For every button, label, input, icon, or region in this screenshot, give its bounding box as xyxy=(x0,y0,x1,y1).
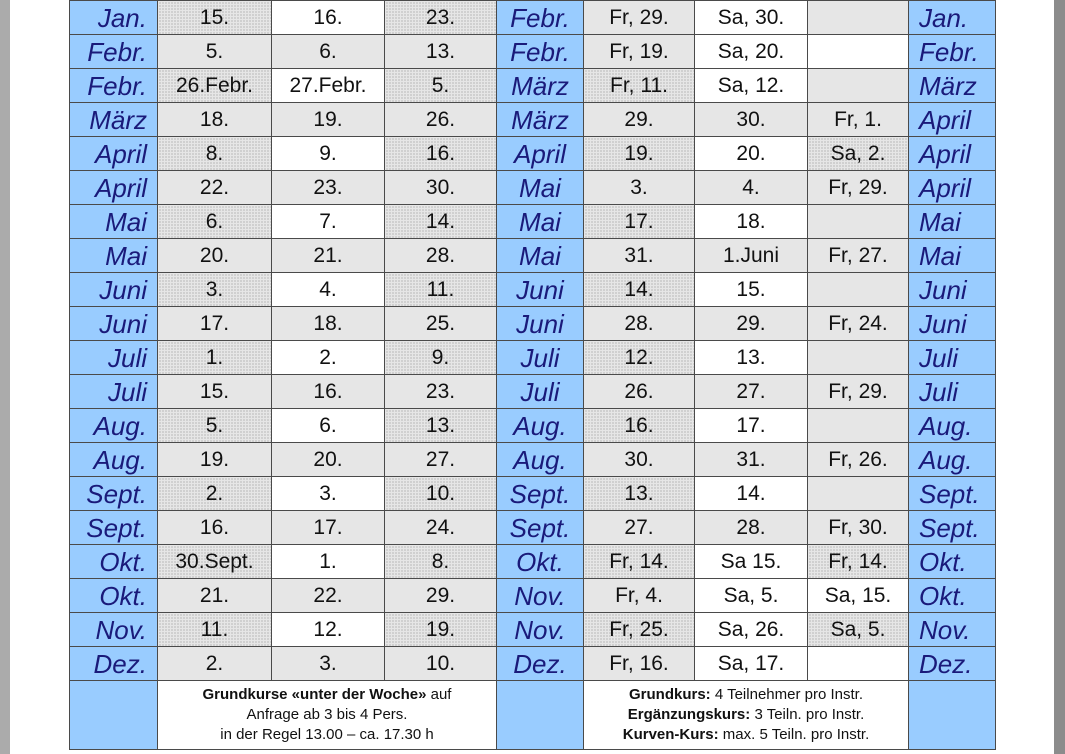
calendar-row xyxy=(70,307,996,341)
month-label-mid: Juli xyxy=(497,341,584,375)
month-label-mid: Okt. xyxy=(497,545,584,579)
date-cell: 13. xyxy=(584,477,695,511)
date-cell: 20. xyxy=(695,137,808,171)
viewer-scroll-shade xyxy=(1054,0,1065,754)
month-label-right: Mai xyxy=(909,239,996,273)
calendar-row xyxy=(70,69,996,103)
calendar-row xyxy=(70,35,996,69)
date-cell: 19. xyxy=(385,613,497,647)
month-label-left: Dez. xyxy=(70,647,158,681)
calendar-row xyxy=(70,545,996,579)
date-cell: 29. xyxy=(695,307,808,341)
date-cell: 19. xyxy=(158,443,272,477)
date-cell: Sa, 20. xyxy=(695,35,808,69)
date-cell: 17. xyxy=(158,307,272,341)
date-cell: 17. xyxy=(695,409,808,443)
date-cell: Fr, 4. xyxy=(584,579,695,613)
date-cell: 26. xyxy=(385,103,497,137)
month-label-left: Febr. xyxy=(70,69,158,103)
date-cell: Fr, 29. xyxy=(808,171,909,205)
date-cell: Sa, 12. xyxy=(695,69,808,103)
date-cell: 25. xyxy=(385,307,497,341)
calendar-row xyxy=(70,205,996,239)
month-label-left: Sept. xyxy=(70,511,158,545)
note-right-line2-rest: 3 Teiln. pro Instr. xyxy=(750,706,865,723)
month-label-mid: März xyxy=(497,69,584,103)
month-label-right: April xyxy=(909,103,996,137)
month-label-mid: Aug. xyxy=(497,443,584,477)
date-cell: 20. xyxy=(158,239,272,273)
date-cell: 12. xyxy=(272,613,385,647)
month-label-mid: Nov. xyxy=(497,579,584,613)
month-label-right: Aug. xyxy=(909,409,996,443)
month-label-mid: Febr. xyxy=(497,35,584,69)
date-cell: 27. xyxy=(584,511,695,545)
date-cell: Fr, 11. xyxy=(584,69,695,103)
date-cell: 16. xyxy=(584,409,695,443)
month-label-mid: Dez. xyxy=(497,647,584,681)
calendar-row xyxy=(70,137,996,171)
date-cell: 10. xyxy=(385,477,497,511)
date-cell: 15. xyxy=(695,273,808,307)
month-label-right: März xyxy=(909,69,996,103)
month-label-right: Dez. xyxy=(909,647,996,681)
month-label-right: Juli xyxy=(909,341,996,375)
date-cell: 28. xyxy=(695,511,808,545)
month-label-mid: Mai xyxy=(497,239,584,273)
date-cell: 16. xyxy=(158,511,272,545)
calendar-row xyxy=(70,273,996,307)
date-cell: 1. xyxy=(158,341,272,375)
note-left-line2: Anfrage ab 3 bis 4 Pers. xyxy=(246,706,408,723)
month-label-left: Mai xyxy=(70,239,158,273)
date-cell: 19. xyxy=(272,103,385,137)
date-cell: Fr, 27. xyxy=(808,239,909,273)
date-cell: 4. xyxy=(272,273,385,307)
month-label-left: Okt. xyxy=(70,579,158,613)
month-label-right: Juni xyxy=(909,307,996,341)
date-cell: 3. xyxy=(272,647,385,681)
date-cell: 28. xyxy=(584,307,695,341)
note-right-line1-bold: Grundkurs: xyxy=(629,686,711,703)
month-label-left: Nov. xyxy=(70,613,158,647)
date-cell: Sa 15. xyxy=(695,545,808,579)
calendar-row xyxy=(70,409,996,443)
date-cell: 16. xyxy=(385,137,497,171)
date-cell: 3. xyxy=(158,273,272,307)
month-label-mid: März xyxy=(497,103,584,137)
notes-spacer-mid xyxy=(497,681,584,750)
calendar-row xyxy=(70,511,996,545)
month-label-mid: Juni xyxy=(497,307,584,341)
month-label-left: Mai xyxy=(70,205,158,239)
note-left-line3: in der Regel 13.00 – ca. 17.30 h xyxy=(220,726,434,743)
notes-spacer-left xyxy=(70,681,158,750)
month-label-right: Nov. xyxy=(909,613,996,647)
date-cell: 5. xyxy=(158,35,272,69)
date-cell: 21. xyxy=(272,239,385,273)
month-label-right: April xyxy=(909,137,996,171)
date-cell: Sa, 15. xyxy=(808,579,909,613)
month-label-left: Juli xyxy=(70,375,158,409)
date-cell: 28. xyxy=(385,239,497,273)
month-label-right: Febr. xyxy=(909,35,996,69)
date-cell: 1. xyxy=(272,545,385,579)
date-cell: 17. xyxy=(272,511,385,545)
date-cell: 18. xyxy=(158,103,272,137)
date-cell xyxy=(808,341,909,375)
month-label-right: Sept. xyxy=(909,511,996,545)
date-cell: Fr, 24. xyxy=(808,307,909,341)
date-cell: 6. xyxy=(272,409,385,443)
date-cell: 6. xyxy=(158,205,272,239)
month-label-left: Juni xyxy=(70,307,158,341)
date-cell: Sa, 5. xyxy=(695,579,808,613)
month-label-right: Sept. xyxy=(909,477,996,511)
date-cell: 24. xyxy=(385,511,497,545)
date-cell: 9. xyxy=(385,341,497,375)
month-label-right: Okt. xyxy=(909,545,996,579)
date-cell: 30. xyxy=(584,443,695,477)
date-cell: 27. xyxy=(385,443,497,477)
month-label-left: April xyxy=(70,171,158,205)
date-cell xyxy=(808,69,909,103)
date-cell: 26.Febr. xyxy=(158,69,272,103)
date-cell xyxy=(808,273,909,307)
calendar-row xyxy=(70,647,996,681)
date-cell: Sa, 30. xyxy=(695,1,808,35)
date-cell: Sa, 2. xyxy=(808,137,909,171)
calendar-row xyxy=(70,341,996,375)
date-cell xyxy=(808,409,909,443)
date-cell: 23. xyxy=(272,171,385,205)
date-cell: Fr, 26. xyxy=(808,443,909,477)
date-cell: 8. xyxy=(158,137,272,171)
date-cell: 8. xyxy=(385,545,497,579)
month-label-right: Mai xyxy=(909,205,996,239)
date-cell: 31. xyxy=(584,239,695,273)
calendar-row xyxy=(70,613,996,647)
date-cell: 3. xyxy=(584,171,695,205)
date-cell: 1.Juni xyxy=(695,239,808,273)
calendar-row xyxy=(70,477,996,511)
date-cell: Fr, 1. xyxy=(808,103,909,137)
month-label-left: Jan. xyxy=(70,1,158,35)
date-cell: 23. xyxy=(385,375,497,409)
date-cell: 13. xyxy=(385,409,497,443)
date-cell: 18. xyxy=(695,205,808,239)
calendar-row xyxy=(70,103,996,137)
date-cell xyxy=(808,477,909,511)
calendar-row xyxy=(70,171,996,205)
date-cell: 10. xyxy=(385,647,497,681)
note-left-line1-rest: auf xyxy=(426,686,452,703)
date-cell: 6. xyxy=(272,35,385,69)
date-cell: 16. xyxy=(272,375,385,409)
date-cell: 2. xyxy=(272,341,385,375)
date-cell: 16. xyxy=(272,1,385,35)
month-label-right: April xyxy=(909,171,996,205)
note-right-line3-bold: Kurven-Kurs: xyxy=(622,726,719,743)
date-cell: 13. xyxy=(385,35,497,69)
date-cell: 5. xyxy=(385,69,497,103)
date-cell: Fr, 29. xyxy=(584,1,695,35)
month-label-left: Juni xyxy=(70,273,158,307)
weekday-courses-note xyxy=(158,681,497,750)
month-label-left: Sept. xyxy=(70,477,158,511)
month-label-left: Juli xyxy=(70,341,158,375)
calendar-row xyxy=(70,375,996,409)
date-cell: Fr, 16. xyxy=(584,647,695,681)
date-cell: 14. xyxy=(695,477,808,511)
date-cell: Fr, 14. xyxy=(584,545,695,579)
date-cell: 2. xyxy=(158,647,272,681)
date-cell: 30. xyxy=(695,103,808,137)
date-cell: 30. xyxy=(385,171,497,205)
date-cell: 15. xyxy=(158,375,272,409)
date-cell: 22. xyxy=(272,579,385,613)
month-label-right: Okt. xyxy=(909,579,996,613)
date-cell: 7. xyxy=(272,205,385,239)
calendar-row xyxy=(70,443,996,477)
month-label-right: Aug. xyxy=(909,443,996,477)
month-label-left: Febr. xyxy=(70,35,158,69)
date-cell: 11. xyxy=(158,613,272,647)
date-cell: 19. xyxy=(584,137,695,171)
calendar-row xyxy=(70,1,996,35)
date-cell: 26. xyxy=(584,375,695,409)
calendar-row xyxy=(70,239,996,273)
date-cell: Fr, 14. xyxy=(808,545,909,579)
date-cell: 27.Febr. xyxy=(272,69,385,103)
month-label-left: April xyxy=(70,137,158,171)
month-label-mid: Nov. xyxy=(497,613,584,647)
date-cell: Fr, 19. xyxy=(584,35,695,69)
date-cell: Sa, 17. xyxy=(695,647,808,681)
date-cell: 14. xyxy=(385,205,497,239)
month-label-mid: Aug. xyxy=(497,409,584,443)
note-left-line1-bold: Grundkurse «unter der Woche» xyxy=(202,686,427,703)
date-cell: 12. xyxy=(584,341,695,375)
date-cell: 5. xyxy=(158,409,272,443)
date-cell: 3. xyxy=(272,477,385,511)
note-right-line2-bold: Ergänzungskurs: xyxy=(627,706,751,723)
date-cell: Fr, 25. xyxy=(584,613,695,647)
month-label-right: Jan. xyxy=(909,1,996,35)
date-cell: 9. xyxy=(272,137,385,171)
date-cell: 17. xyxy=(584,205,695,239)
month-label-mid: Febr. xyxy=(497,1,584,35)
month-label-mid: Sept. xyxy=(497,511,584,545)
course-calendar-table xyxy=(69,0,996,750)
month-label-mid: Sept. xyxy=(497,477,584,511)
date-cell: 29. xyxy=(385,579,497,613)
calendar-body xyxy=(70,1,996,681)
month-label-left: März xyxy=(70,103,158,137)
month-label-right: Juli xyxy=(909,375,996,409)
date-cell: 2. xyxy=(158,477,272,511)
date-cell: 22. xyxy=(158,171,272,205)
date-cell: 27. xyxy=(695,375,808,409)
note-right-line1-rest: 4 Teilnehmer pro Instr. xyxy=(710,686,863,703)
date-cell: Fr, 30. xyxy=(808,511,909,545)
notes-spacer-right xyxy=(909,681,996,750)
calendar-row xyxy=(70,579,996,613)
month-label-mid: April xyxy=(497,137,584,171)
date-cell: Fr, 29. xyxy=(808,375,909,409)
course-capacity-note xyxy=(584,681,909,750)
date-cell: 18. xyxy=(272,307,385,341)
date-cell xyxy=(808,205,909,239)
month-label-right: Juni xyxy=(909,273,996,307)
date-cell: 21. xyxy=(158,579,272,613)
date-cell: Sa, 5. xyxy=(808,613,909,647)
month-label-mid: Juli xyxy=(497,375,584,409)
date-cell: 23. xyxy=(385,1,497,35)
date-cell: 20. xyxy=(272,443,385,477)
date-cell xyxy=(808,1,909,35)
note-right-line3-rest: max. 5 Teiln. pro Instr. xyxy=(718,726,870,743)
month-label-mid: Juni xyxy=(497,273,584,307)
month-label-mid: Mai xyxy=(497,171,584,205)
date-cell xyxy=(808,647,909,681)
date-cell: 29. xyxy=(584,103,695,137)
month-label-mid: Mai xyxy=(497,205,584,239)
date-cell: 30.Sept. xyxy=(158,545,272,579)
date-cell: 4. xyxy=(695,171,808,205)
date-cell: 11. xyxy=(385,273,497,307)
date-cell xyxy=(808,35,909,69)
month-label-left: Aug. xyxy=(70,443,158,477)
date-cell: 31. xyxy=(695,443,808,477)
date-cell: 14. xyxy=(584,273,695,307)
month-label-left: Aug. xyxy=(70,409,158,443)
date-cell: Sa, 26. xyxy=(695,613,808,647)
date-cell: 13. xyxy=(695,341,808,375)
notes-row xyxy=(70,681,996,750)
date-cell: 15. xyxy=(158,1,272,35)
month-label-left: Okt. xyxy=(70,545,158,579)
